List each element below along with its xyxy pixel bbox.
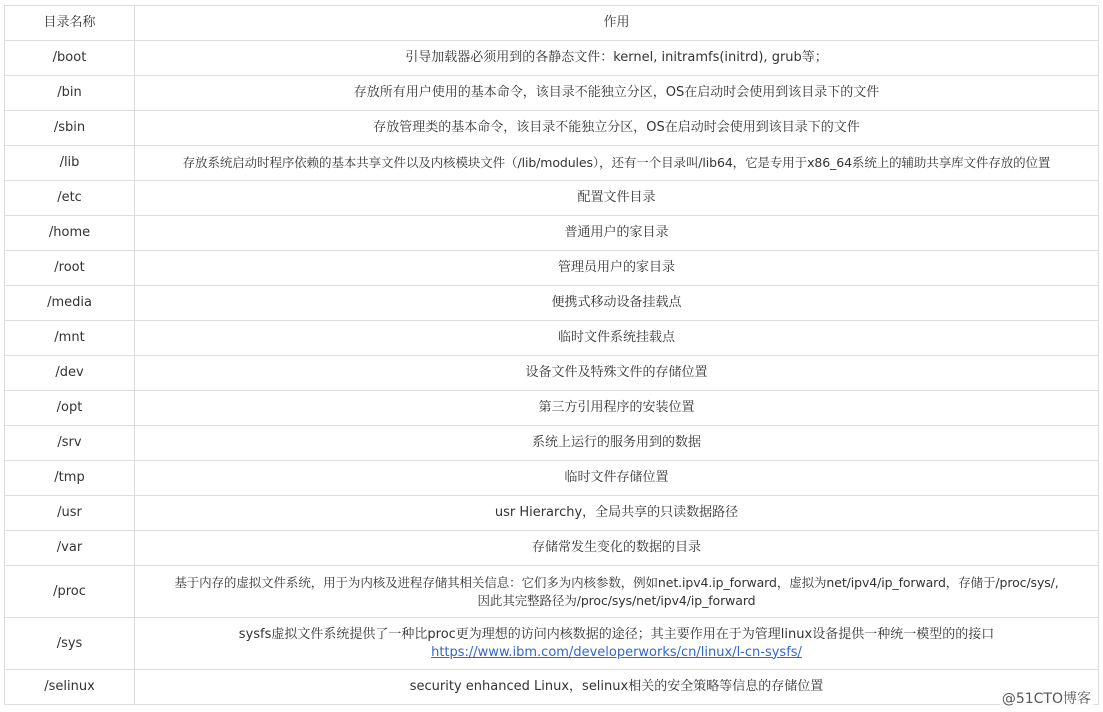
- table-row: [5, 181, 1099, 216]
- cell-description: 普通用户的家目录: [135, 216, 1099, 251]
- cell-directory: /media: [5, 286, 135, 321]
- table-row: [5, 146, 1099, 181]
- sysfs-doc-link[interactable]: https://www.ibm.com/developerworks/cn/linux/l-cn-sysfs/: [431, 644, 802, 660]
- table-row: [5, 111, 1099, 146]
- table-header-row: [5, 6, 1099, 41]
- cell-directory: /var: [5, 531, 135, 566]
- table-row: [5, 356, 1099, 391]
- cell-directory: /srv: [5, 426, 135, 461]
- cell-directory: /proc: [5, 566, 135, 618]
- cell-description: usr Hierarchy，全局共享的只读数据路径: [135, 496, 1099, 531]
- cell-directory: /mnt: [5, 321, 135, 356]
- table-row: [5, 251, 1099, 286]
- table-row: [5, 618, 1099, 670]
- header-purpose: 作用: [135, 6, 1099, 41]
- cell-directory: /root: [5, 251, 135, 286]
- description-line: 基于内存的虚拟文件系统，用于为内核及进程存储其相关信息：它们多为内核参数，例如net.ipv4.ip_forward，虚拟为net/ipv4/ip_forward，存储于/proc/sys/,: [174, 574, 1059, 590]
- table-row: [5, 391, 1099, 426]
- table-row: [5, 670, 1099, 705]
- cell-description: 系统上运行的服务用到的数据: [135, 426, 1099, 461]
- cell-directory: /opt: [5, 391, 135, 426]
- cell-directory: /lib: [5, 146, 135, 181]
- cell-description: 配置文件目录: [135, 181, 1099, 216]
- table-row: [5, 566, 1099, 618]
- cell-directory: /selinux: [5, 670, 135, 705]
- description-line: 因此其完整路径为/proc/sys/net/ipv4/ip_forward: [477, 592, 756, 608]
- table-row: [5, 321, 1099, 356]
- cell-description: 临时文件存储位置: [135, 461, 1099, 496]
- table-row: [5, 41, 1099, 76]
- cell-directory: /boot: [5, 41, 135, 76]
- description-line: sysfs虚拟文件系统提供了一种比proc更为理想的访问内核数据的途径；其主要作用在于为管理linux设备提供一种统一模型的的接口: [238, 626, 995, 642]
- cell-directory: /bin: [5, 76, 135, 111]
- cell-description: [135, 618, 1099, 670]
- table-row: [5, 461, 1099, 496]
- cell-directory: /tmp: [5, 461, 135, 496]
- table-row: [5, 76, 1099, 111]
- cell-description: security enhanced Linux，selinux相关的安全策略等信息的存储位置: [135, 670, 1099, 705]
- table-row: [5, 531, 1099, 566]
- cell-directory: /sys: [5, 618, 135, 670]
- cell-directory: /dev: [5, 356, 135, 391]
- cell-description: 设备文件及特殊文件的存储位置: [135, 356, 1099, 391]
- cell-directory: /sbin: [5, 111, 135, 146]
- table-row: [5, 216, 1099, 251]
- cell-description: 存放管理类的基本命令，该目录不能独立分区，OS在启动时会使用到该目录下的文件: [135, 111, 1099, 146]
- table-row: [5, 286, 1099, 321]
- cell-description: 临时文件系统挂载点: [135, 321, 1099, 356]
- cell-description: [135, 566, 1099, 618]
- cell-directory: /etc: [5, 181, 135, 216]
- watermark: @51CTO博客: [1000, 688, 1093, 708]
- cell-description: 存放系统启动时程序依赖的基本共享文件以及内核模块文件（/lib/modules），还有一个目录叫/lib64，它是专用于x86_64系统上的辅助共享库文件存放的位置: [135, 146, 1099, 181]
- cell-directory: /usr: [5, 496, 135, 531]
- cell-directory: /home: [5, 216, 135, 251]
- cell-description: 存放所有用户使用的基本命令，该目录不能独立分区，OS在启动时会使用到该目录下的文件: [135, 76, 1099, 111]
- directory-table: [4, 5, 1099, 705]
- table-row: [5, 426, 1099, 461]
- cell-description: 引导加载器必须用到的各静态文件：kernel, initramfs(initrd), grub等；: [135, 41, 1099, 76]
- table-row: [5, 496, 1099, 531]
- cell-description: 存储常发生变化的数据的目录: [135, 531, 1099, 566]
- cell-description: 管理员用户的家目录: [135, 251, 1099, 286]
- cell-description: 第三方引用程序的安装位置: [135, 391, 1099, 426]
- cell-description: 便携式移动设备挂载点: [135, 286, 1099, 321]
- header-directory-name: 目录名称: [5, 6, 135, 41]
